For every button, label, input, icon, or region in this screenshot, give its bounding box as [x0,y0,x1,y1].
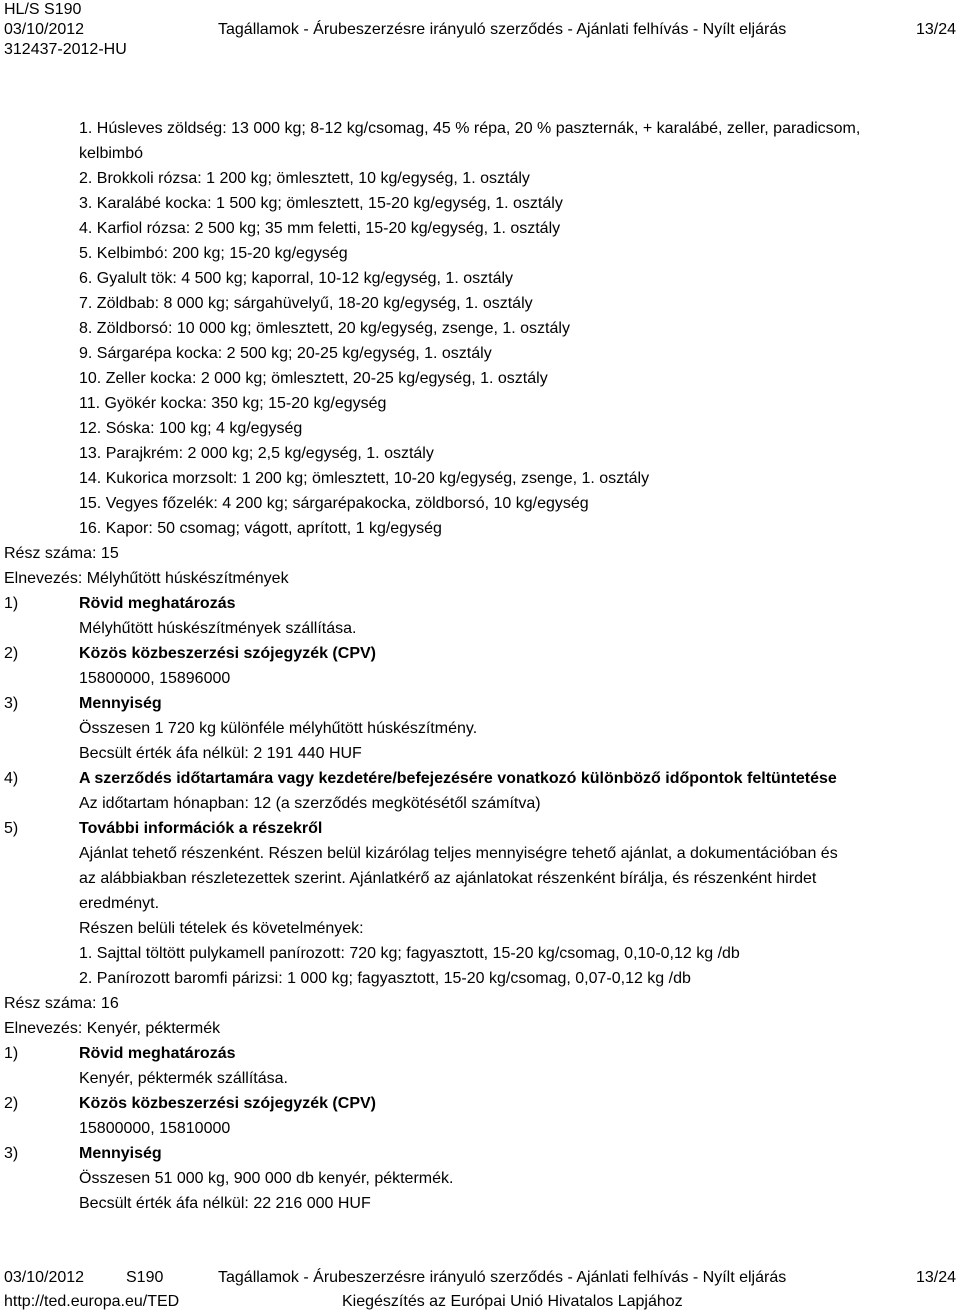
list-item: 9. Sárgarépa kocka: 2 500 kg; 20-25 kg/egység, 1. osztály [79,345,492,362]
list-item: 1. Húsleves zöldség: 13 000 kg; 8-12 kg/csomag, 45 % répa, 20 % paszternák, + karalábé, zeller, paradicsom, [79,120,861,137]
section-text: Ajánlat tehető részenként. Részen belül kizárólag teljes mennyiségre tehető ajánlat, a dokumentációban és [79,845,838,862]
section-title: A szerződés időtartamára vagy kezdetére/befejezésére vonatkozó különböző időpontok feltüntetése [79,770,837,787]
list-item: 10. Zeller kocka: 2 000 kg; ömlesztett, 20-25 kg/egység, 1. osztály [79,370,548,387]
page-footer [0,1266,960,1314]
section-title: Mennyiség [79,695,162,712]
section-text: 15800000, 15896000 [79,670,231,687]
footer-url-link[interactable]: http://ted.europa.eu/TED [4,1293,180,1310]
part-name: Elnevezés: Kenyér, péktermék [4,1020,221,1037]
section-title: Rövid meghatározás [79,1045,236,1062]
section-title: Közös közbeszerzési szójegyzék (CPV) [79,645,376,662]
section-quantity [0,1141,960,1216]
list-item: 7. Zöldbab: 8 000 kg; sárgahüvelyű, 18-20 kg/egység, 1. osztály [79,295,533,312]
section-number: 1) [4,595,19,612]
section-number: 4) [4,770,19,787]
list-item: 2. Panírozott baromfi párizsi: 1 000 kg; fagyasztott, 15-20 kg/csomag, 0,07-0,12 kg /db [79,970,691,987]
section-title: Közös közbeszerzési szójegyzék (CPV) [79,1095,376,1112]
section-text: Részen belüli tételek és követelmények: [79,920,364,937]
list-item: 2. Brokkoli rózsa: 1 200 kg; ömlesztett, 10 kg/egység, 1. osztály [79,170,530,187]
part-15 [0,541,960,991]
section-title: Rövid meghatározás [79,595,236,612]
list-item: 12. Sóska: 100 kg; 4 kg/egység [79,420,303,437]
section-text: Kenyér, péktermék szállítása. [79,1070,288,1087]
section-number: 3) [4,695,19,712]
footer-title: Tagállamok - Árubeszerzésre irányuló szerződés - Ajánlati felhívás - Nyílt eljárás [218,1269,787,1286]
items-list-part14 [0,116,960,541]
header-page: 13/24 [915,21,956,38]
header-date: 03/10/2012 [4,21,85,38]
list-item: 14. Kukorica morzsolt: 1 200 kg; ömlesztett, 10-20 kg/egység, zsenge, 1. osztály [79,470,650,487]
list-item: 6. Gyalult tök: 4 500 kg; kaporral, 10-12 kg/egység, 1. osztály [79,270,514,287]
header-title: Tagállamok - Árubeszerzésre irányuló szerződés - Ajánlati felhívás - Nyílt eljárás [218,21,787,38]
section-cpv [0,1091,960,1141]
footer-page: 13/24 [915,1269,956,1286]
header-ref: 312437-2012-HU [4,41,127,58]
section-title: További információk a részekről [79,820,323,837]
section-text: Összesen 51 000 kg, 900 000 db kenyér, péktermék. [79,1170,454,1187]
section-number: 2) [4,1095,19,1112]
estimated-value: Becsült érték áfa nélkül: 22 216 000 HUF [79,1195,371,1212]
section-short-description [0,1041,960,1091]
section-text: eredményt. [79,895,160,912]
section-duration [0,766,960,816]
list-item: 16. Kapor: 50 csomag; vágott, aprított, 1 kg/egység [79,520,442,537]
section-text: Mélyhűtött húskészítmények szállítása. [79,620,357,637]
document-body [0,116,960,1216]
list-item: 13. Parajkrém: 2 000 kg; 2,5 kg/egység, 1. osztály [79,445,434,462]
list-item: 5. Kelbimbó: 200 kg; 15-20 kg/egység [79,245,348,262]
list-item: 4. Karfiol rózsa: 2 500 kg; 35 mm feletti, 15-20 kg/egység, 1. osztály [79,220,561,237]
section-number: 1) [4,1045,19,1062]
section-number: 3) [4,1145,19,1162]
section-text: az alábbiakban részletezettek szerint. Ajánlatkérő az ajánlatokat részenként bírálja, és részenként hirdet [79,870,817,887]
part-number: Rész száma: 15 [4,545,119,562]
section-title: Mennyiség [79,1145,162,1162]
section-short-description [0,591,960,641]
list-item: kelbimbó [79,145,144,162]
footer-series: S190 [126,1269,164,1286]
footer-date: 03/10/2012 [4,1269,85,1286]
section-text: 15800000, 15810000 [79,1120,231,1137]
section-cpv [0,641,960,691]
section-additional-info [0,816,960,991]
list-item: 15. Vegyes főzelék: 4 200 kg; sárgarépakocka, zöldborsó, 10 kg/egység [79,495,589,512]
list-item: 8. Zöldborsó: 10 000 kg; ömlesztett, 20 kg/egység, zsenge, 1. osztály [79,320,570,337]
section-number: 5) [4,820,19,837]
list-item: 11. Gyökér kocka: 350 kg; 15-20 kg/egység [79,395,387,412]
doc-type: HL/S S190 [4,1,82,18]
footer-publisher: Kiegészítés az Európai Unió Hivatalos Lapjához [342,1293,683,1310]
part-number: Rész száma: 16 [4,995,119,1012]
section-text: Összesen 1 720 kg különféle mélyhűtött húskészítmény. [79,720,478,737]
estimated-value: Becsült érték áfa nélkül: 2 191 440 HUF [79,745,362,762]
part-16 [0,991,960,1216]
section-quantity [0,691,960,766]
list-item: 3. Karalábé kocka: 1 500 kg; ömlesztett, 15-20 kg/egység, 1. osztály [79,195,563,212]
part-name: Elnevezés: Mélyhűtött húskészítmények [4,570,289,587]
page-header [0,0,960,60]
list-item: 1. Sajttal töltött pulykamell panírozott: 720 kg; fagyasztott, 15-20 kg/csomag, 0,10-0,12 kg /db [79,945,740,962]
section-text: Az időtartam hónapban: 12 (a szerződés megkötésétől számítva) [79,795,541,812]
section-number: 2) [4,645,19,662]
